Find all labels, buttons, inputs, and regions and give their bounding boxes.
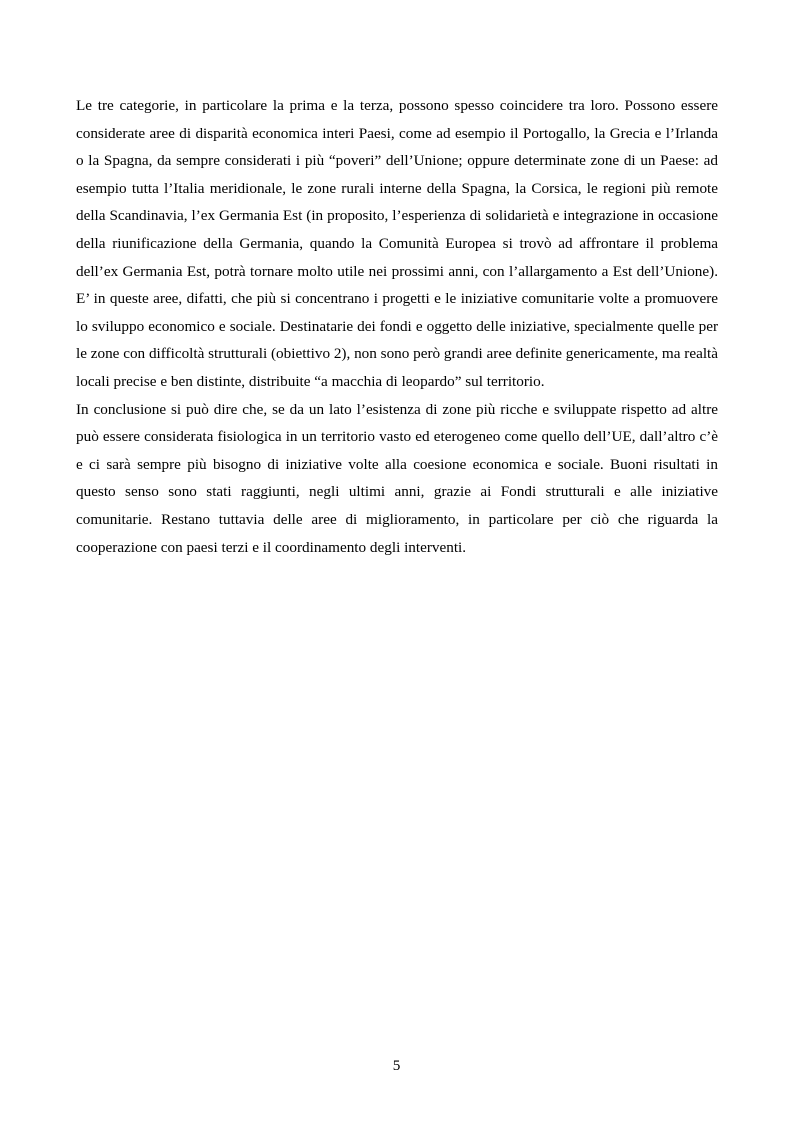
body-text <box>76 92 718 561</box>
paragraph-2: In conclusione si può dire che, se da un lato l’esistenza di zone più ricche e sviluppate rispetto ad altre può essere considerata fisiologica in un territorio vasto ed eterogeneo come quello dell’UE, dall’altro c’è e ci sarà sempre più bisogno di iniziative volte alla coesione economica e sociale. Buoni risultati in questo senso sono stati raggiunti, negli ultimi anni, grazie ai Fondi strutturali e alle iniziative comunitarie. Restano tuttavia delle aree di miglioramento, in particolare per ciò che riguarda la cooperazione con paesi terzi e il coordinamento degli interventi. <box>76 400 718 556</box>
page-number: 5 <box>392 1057 401 1074</box>
paragraph-1: Le tre categorie, in particolare la prima e la terza, possono spesso coincidere tra loro. Possono essere considerate aree di disparità economica interi Paesi, come ad esempio il Portogallo, la Grecia e l’Irlanda o la Spagna, da sempre considerati i più “poveri” dell’Unione; oppure determinate zone di un Paese: ad esempio tutta l’Italia meridionale, le zone rurali interne della Spagna, la Corsica, le regioni più remote della Scandinavia, l’ex Germania Est (in proposito, l’esperienza di solidarietà e integrazione in occasione della riunificazione della Germania, quando la Comunità Europea si trovò ad affrontare il problema dell’ex Germania Est, potrà tornare molto utile nei prossimi anni, con l’allargamento a Est dell’Unione). E’ in queste aree, difatti, che più si concentrano i progetti e le iniziative comunitarie volte a promuovere lo sviluppo economico e sociale. Destinatarie dei fondi e oggetto delle iniziative, specialmente quelle per le zone con difficoltà strutturali (obiettivo 2), non sono però grandi aree definite genericamente, ma realtà locali precise e ben distinte, distribuite “a macchia di leopardo” sul territorio. <box>76 97 718 390</box>
